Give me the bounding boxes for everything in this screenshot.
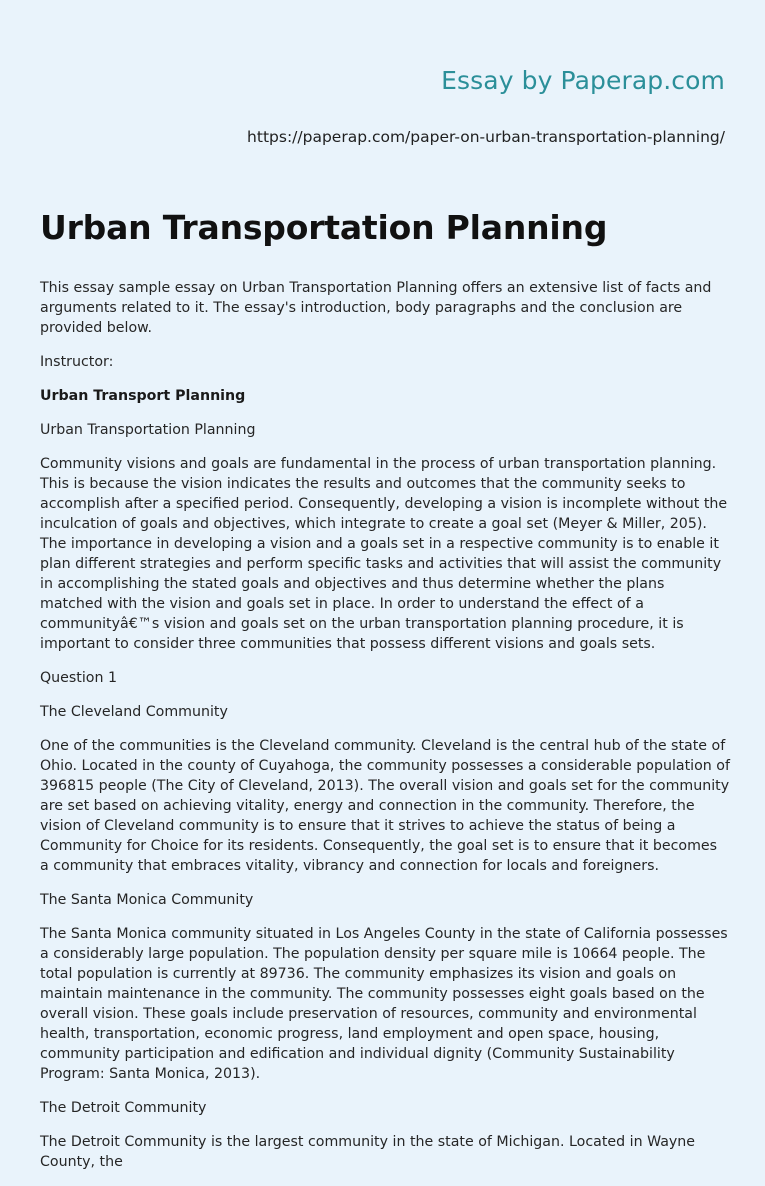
paragraph: Urban Transportation Planning xyxy=(40,422,256,438)
document-body xyxy=(40,278,730,1186)
paragraph: Instructor: xyxy=(40,354,114,370)
paragraph: Question 1 xyxy=(40,670,117,686)
source-url[interactable]: https://paperap.com/paper-on-urban-transportation-planning/ xyxy=(247,128,725,146)
paragraph: One of the communities is the Cleveland community. Cleveland is the central hub of the state of Ohio. Located in the county of Cuyahoga, the community possesses a considerable population of 396815 people (The City of Cleveland, 2013). The overall vision and goals set for the community are set based on achieving vitality, energy and connection in the community. Therefore, the vision of Cleveland community is to ensure that it strives to achieve the status of being a Community for Choice for its residents. Consequently, the goal set is to ensure that it becomes a community that embraces vitality, vibrancy and connection for locals and foreigners. xyxy=(40,738,730,874)
paragraph: The Santa Monica Community xyxy=(40,892,254,908)
section-heading: Urban Transport Planning xyxy=(40,388,246,404)
paragraph: Community visions and goals are fundamental in the process of urban transportation planning. This is because the vision indicates the results and outcomes that the community seeks to accomplish after a specified period. Consequently, developing a vision is incomplete without the inculcation of goals and objectives, which integrate to create a goal set (Meyer & Miller, 205). The importance in developing a vision and a goals set in a respective community is to enable it plan different strategies and perform specific tasks and activities that will assist the community in accomplishing the stated goals and objectives and thus determine whether the plans matched with the vision and goals set in place. In order to understand the effect of a communityâ€™s vision and goals set on the urban transportation planning procedure, it is important to consider three communities that possess different visions and goals sets. xyxy=(40,456,728,652)
document-title: Urban Transportation Planning xyxy=(40,208,608,247)
paragraph: The Detroit Community xyxy=(40,1100,207,1116)
paragraph: The Cleveland Community xyxy=(40,704,228,720)
paragraph: The Santa Monica community situated in Los Angeles County in the state of California possesses a considerably large population. The population density per square mile is 10664 people. The total population is currently at 89736. The community emphasizes its vision and goals on maintain maintenance in the community. The community possesses eight goals based on the overall vision. These goals include preservation of resources, community and environmental health, transportation, economic progress, land employment and open space, housing, community participation and edification and individual dignity (Community Sustainability Program: Santa Monica, 2013). xyxy=(40,926,728,1082)
brand-watermark[interactable]: Essay by Paperap.com xyxy=(441,66,725,95)
paragraph: This essay sample essay on Urban Transportation Planning offers an extensive list of facts and arguments related to it. The essay's introduction, body paragraphs and the conclusion are provided below. xyxy=(40,280,712,336)
paragraph: The Detroit Community is the largest community in the state of Michigan. Located in Wayne County, the xyxy=(40,1134,696,1170)
